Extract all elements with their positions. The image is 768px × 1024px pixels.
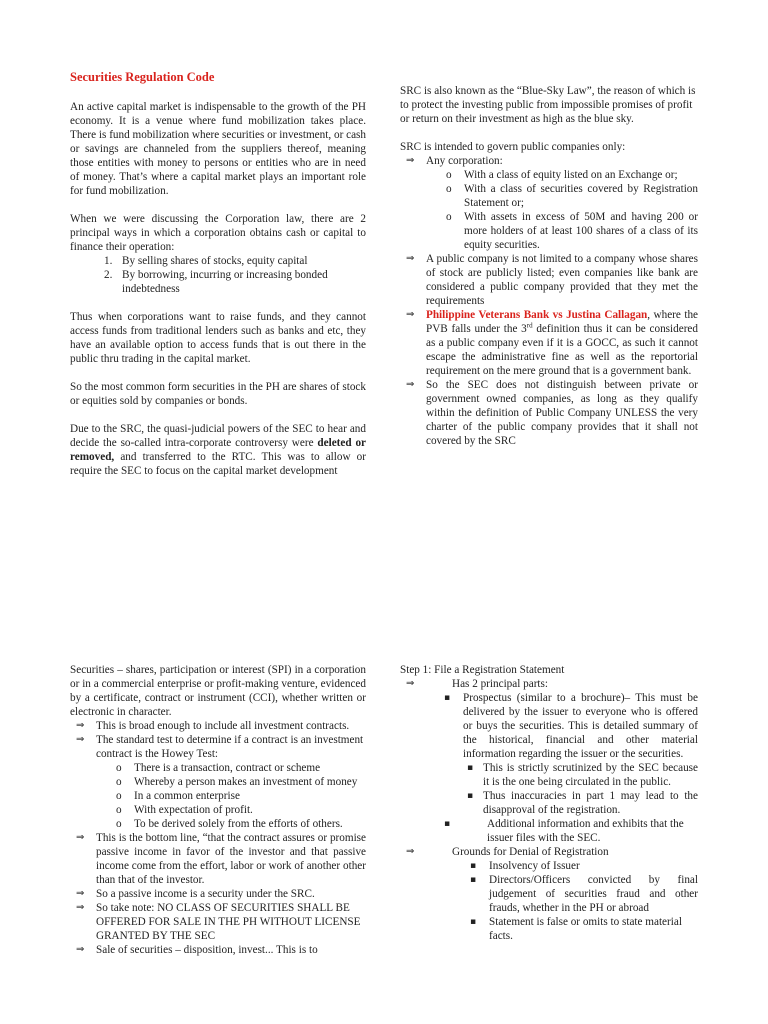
list-item: ⇒ Philippine Veterans Bank vs Justina Callagan, where the PVB falls under the 3rd definition thus it can be considered as a public company even if it is a GOCC, as such it cannot escape the administrative fine as well as the reportorial requirement on the mere ground that is a government bank. [400,308,698,378]
list-item: o Whereby a person makes an investment of money [70,775,366,789]
list-item: ⇒ This is broad enough to include all investment contracts. [70,719,366,733]
paragraph: So the most common form securities in the PH are shares of stock or equities sold by companies or bonds. [70,381,366,407]
grounds-list [400,859,698,943]
paragraph: Securities – shares, participation or interest (SPI) in a corporation or in a commercial enterprise or profit-making venture, evidenced by a certificate, contract or instrument (CCI), whether written or electronic in character. [70,664,366,718]
paragraph: SRC is also known as the “Blue-Sky Law”, the reason of which is to protect the investing public from impossible promises of profit or return on their investment as high as the blue sky. [400,85,696,125]
paragraph: SRC is intended to govern public companies only: [400,141,626,153]
list-item: ⇒ A public company is not limited to a company whose shares of stock are publicly listed; even companies like bank are considered a public company provided that they met the requirements [400,252,698,308]
list-item: ▪ Insolvency of Issuer [426,859,698,873]
sub-list [451,761,698,817]
column-top-left [70,70,366,492]
list-item: o In a common enterprise [70,789,366,803]
emphasis-text: deleted or removed, [70,437,366,463]
case-title: Philippine Veterans Bank vs Justina Callagan [426,309,648,321]
list-item: ⇒ So a passive income is a security under the SRC. [70,887,366,901]
list-item: o With assets in excess of 50M and having 200 or more holders of at least 100 shares of a class of its equity securities. [400,210,698,252]
step-heading: Step 1: File a Registration Statement [400,664,565,676]
list-item: ⇒ So the SEC does not distinguish between private or government owned companies, as long as they qualify within the definition of Public Company UNLESS the very charter of the public company provides that it shall not covered by the SRC [400,378,698,448]
list-item: ⇒ Grounds for Denial of Registration ▪ Insolvency of Issuer ▪ Directors/Officers convicted by final judgement of securities fraud and other frauds, whether in the PH or abroad ▪ Statement is false or omits to state material facts. [400,845,698,943]
paragraph: Thus when corporations want to raise funds, and they cannot access funds from traditional lenders such as banks and etc, they have an available option to access funds that is out there in the public thru trading in the capital market. [70,311,366,365]
sub-list [400,168,698,252]
section-title: Securities Regulation Code [70,70,215,84]
list-item: ⇒ The standard test to determine if a contract is an investment contract is the Howey Test: o There is a transaction, contract or scheme o Whereby a person makes an investment of money o In a common enterprise o With expectation of profit. o To be derived solely from the efforts of others. [70,733,366,831]
arrow-list [70,719,366,957]
list-item: ⇒ This is the bottom line, “that the contract assures or promise passive income in favor of the investor and that passive income come from the effort, labor or work of another other than that of the investor. [70,831,366,887]
column-bottom-right [400,663,698,943]
numbered-list [70,254,366,296]
list-item: ▪ Thus inaccuracies in part 1 may lead to the disapproval of the registration. [451,789,698,817]
list-item: o There is a transaction, contract or scheme [70,761,366,775]
list-item: 1. By selling shares of stocks, equity capital [104,255,308,267]
list-item: ▪ This is strictly scrutinized by the SEC because it is the one being circulated in the public. [451,761,698,789]
paragraph: An active capital market is indispensable to the growth of the PH economy. It is a venue where fund mobilization takes place. There is fund mobilization where securities or investment, or cash or savings are channeled from the suppliers thereof, meaning those entities with money to persons or entities who are in need of money. That’s where a capital market plays an important role for fund mobilization. [70,101,366,197]
paragraph: Due to the SRC, the quasi-judicial powers of the SEC to hear and decide the so-called intra-corporate controversy were deleted or removed, and transferred to the RTC. This was to allow or require the SEC to focus on the capital market development [70,423,366,477]
parts-list [400,691,698,845]
arrow-list [400,154,698,448]
list-item: ⇒ Has 2 principal parts: ▪ Prospectus (similar to a brochure)– This must be delivered by the issuer to everyone who is offered or buys the securities. This is detailed summary of the historical, financial and other material information regarding the issuer or the securities. ▪ This is strictly scrutinized by the SEC because it is the one being circulated in the public. ▪ Thus inaccuracies in part 1 may lead to the disapproval of the registration. ▪ Additional information and exhibits that the issuer files with the SEC. [400,677,698,845]
column-top-right [400,84,698,448]
list-item: ▪ Directors/Officers convicted by final judgement of securities fraud and other frauds, whether in the PH or abroad [426,873,698,915]
list-item: ⇒ Any corporation: o With a class of equity listed on an Exchange or; o With a class of securities covered by Registration Statement or; o With assets in excess of 50M and having 200 or more holders of at least 100 shares of a class of its equity securities. [400,154,698,252]
list-item: ▪ Additional information and exhibits that the issuer files with the SEC. [400,817,698,845]
howey-test-list [70,761,366,831]
column-bottom-left [70,663,366,957]
list-item: o With a class of equity listed on an Exchange or; [400,168,698,182]
list-item: ⇒ So take note: NO CLASS OF SECURITIES SHALL BE OFFERED FOR SALE IN THE PH WITHOUT LICENSE GRANTED BY THE SEC [70,901,366,943]
list-item: o With expectation of profit. [70,803,366,817]
list-item: o To be derived solely from the efforts of others. [70,817,366,831]
list-item: ▪ Statement is false or omits to state material facts. [426,915,698,943]
list-item: o With a class of securities covered by Registration Statement or; [400,182,698,210]
list-item: 2. By borrowing, incurring or increasing bonded indebtedness [104,269,328,295]
paragraph: When we were discussing the Corporation law, there are 2 principal ways in which a corporation obtains cash or capital to finance their operation: [70,213,366,253]
list-item: ⇒ Sale of securities – disposition, invest... This is to [70,943,366,957]
list-item: ▪ Prospectus (similar to a brochure)– This must be delivered by the issuer to everyone who is offered or buys the securities. This is detailed summary of the historical, financial and other material information regarding the issuer or the securities. ▪ This is strictly scrutinized by the SEC because it is the one being circulated in the public. ▪ Thus inaccuracies in part 1 may lead to the disapproval of the registration. [400,691,698,817]
arrow-list [400,677,698,943]
